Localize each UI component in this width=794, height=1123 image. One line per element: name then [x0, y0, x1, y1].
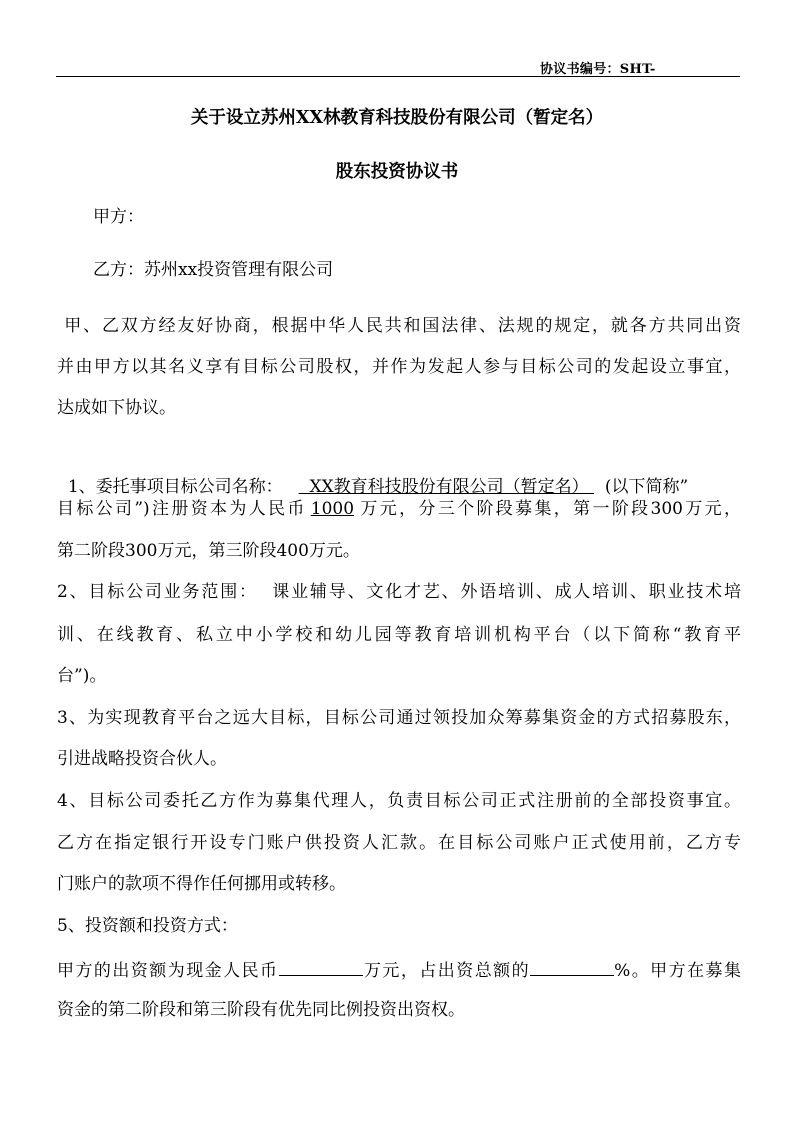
clause-5-text: 万元，占出资总额的 [362, 961, 531, 981]
clause-1-line-1 [57, 457, 741, 497]
preamble-line: 甲、乙双方经友好协商，根据中华人民共和国法律、法规的规定，就各方共同出资 [57, 316, 741, 336]
clause-5-line-1 [57, 958, 741, 981]
preamble-line: 达成如下协议。 [57, 398, 176, 418]
preamble-line: 并由甲方以其名义享有目标公司股权，并作为发起人参与目标公司的发起设立事宜， [57, 357, 741, 377]
document-subtitle: 股东投资协议书 [335, 162, 459, 182]
party-b-line: 乙方：苏州xx投资管理有限公司 [93, 260, 334, 280]
clause-2-line: 台”)。 [57, 666, 107, 686]
clause-4-line: 乙方在指定银行开设专门账户供投资人汇款。在目标公司账户正式使用前，乙方专 [57, 833, 741, 853]
share-percent-blank [530, 958, 614, 976]
party-a-line: 甲方： [93, 207, 144, 227]
clause-2-line: 训、在线教育、私立中小学校和幼儿园等教育培训机构平台（以下简称“教育平 [57, 625, 741, 645]
clause-1-prefix: 1、委托事项目标公司名称： [67, 477, 283, 497]
company-name-field: XX教育科技股份有限公司（暂定名） [298, 477, 595, 497]
clause-5-text: 甲方的出资额为现金人民币 [57, 961, 279, 981]
clause-5-line-2: 资金的第二阶段和第三阶段有优先同比例投资出资权。 [57, 1000, 465, 1020]
clause-1-text: 目标公司”)注册资本为人民币 [57, 499, 307, 519]
clause-1-line-3: 第二阶段300万元，第三阶段400万元。 [57, 541, 360, 561]
clause-1-alias: (以下简称” [594, 477, 689, 497]
agreement-number: 协议书编号：SHT- [540, 62, 656, 77]
capital-field: 1000 [310, 499, 355, 519]
clause-1-line-2 [57, 499, 741, 519]
document-title: 关于设立苏州XX林教育科技股份有限公司（暂定名） [190, 108, 604, 128]
clause-5-heading: 5、投资额和投资方式： [57, 916, 238, 936]
clause-1-text: 万元，分三个阶段募集，第一阶段300万元， [358, 499, 741, 519]
clause-5-text: %。甲方在募集 [614, 961, 742, 981]
clause-4-line: 门账户的款项不得作任何挪用或转移。 [57, 874, 346, 894]
clause-3-line: 3、为实现教育平台之远大目标，目标公司通过领投加众筹募集资金的方式招募股东， [57, 708, 741, 728]
clause-2-line: 2、目标公司业务范围： 课业辅导、文化才艺、外语培训、成人培训、职业技术培 [57, 582, 741, 602]
investment-amount-blank [279, 958, 363, 976]
clause-3-line: 引进战略投资合伙人。 [57, 749, 227, 769]
clause-4-line: 4、目标公司委托乙方作为募集代理人，负责目标公司正式注册前的全部投资事宜。 [57, 791, 741, 811]
header-rule [56, 76, 740, 77]
